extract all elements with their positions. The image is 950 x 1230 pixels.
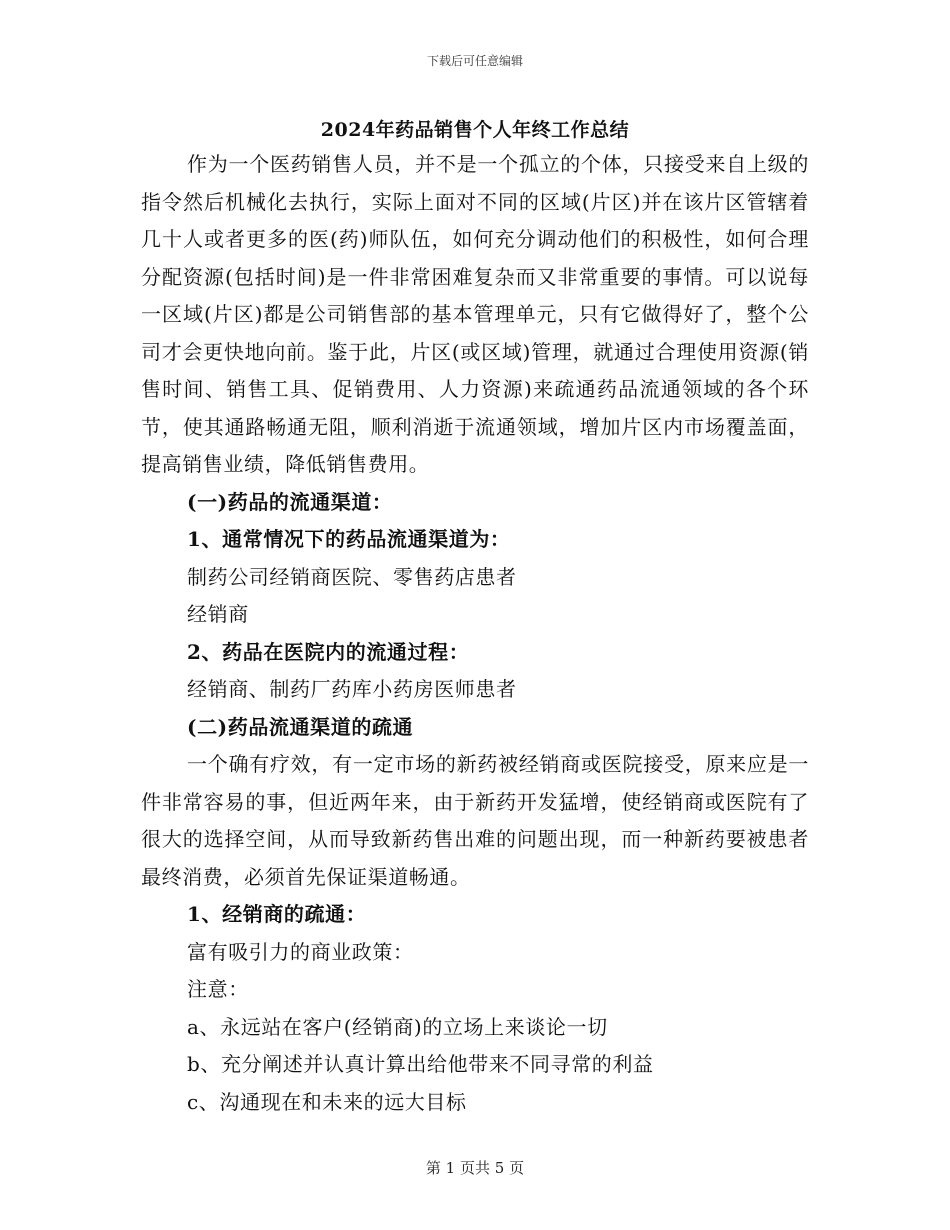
- sub3-line1: 富有吸引力的商业政策：: [187, 939, 414, 964]
- sub3-heading: 1、经销商的疏通：: [187, 902, 367, 926]
- document-title: 2024年药品销售个人年终工作总结: [320, 119, 630, 141]
- sub2-line1: 经销商、制药厂药库小药房医师患者: [187, 677, 517, 701]
- page-footer: 第 1 页共 5 页: [425, 1159, 525, 1177]
- list-item-a: a、永远站在客户(经销商)的立场上来谈论一切: [187, 1014, 608, 1039]
- document-body: [141, 146, 809, 1121]
- list-item-b: b、充分阐述并认真计算出给他带来不同寻常的利益: [187, 1052, 654, 1076]
- sub2-heading: 2、药品在医院内的流通过程：: [187, 639, 470, 664]
- sub1-heading: 1、通常情况下的药品流通渠道为：: [187, 527, 511, 551]
- sub3-line2: 注意：: [187, 977, 249, 1001]
- sub1-line1: 制药公司经销商医院、零售药店患者: [187, 564, 517, 589]
- section2-heading: (二)药品流通渠道的疏通: [187, 714, 414, 739]
- sub1-line2: 经销商: [187, 602, 249, 626]
- section2-paragraph: 一个确有疗效，有一定市场的新药被经销商或医院接受，原来应是一件非常容易的事，但近两年来，由于新药开发猛增，使经销商或医院有了很大的选择空间，从而导致新药售出难的问题出现，而一种新药要被患者最终消费，必须首先保证渠道畅通。: [141, 752, 809, 889]
- page-header: 下载后可任意编辑: [426, 54, 523, 68]
- section1-heading: (一)药品的流通渠道：: [187, 489, 393, 514]
- list-item-c: c、沟通现在和未来的远大目标: [187, 1089, 467, 1114]
- intro-paragraph: 作为一个医药销售人员，并不是一个孤立的个体，只接受来自上级的指令然后机械化去执行，实际上面对不同的区域(片区)并在该片区管辖着几十人或者更多的医(药)师队伍，如何充分调动他们的积极性，如何合理分配资源(包括时间)是一件非常困难复杂而又非常重要的事情。可以说每一区域(片区)都是公司销售部的基本管理单元，只有它做得好了，整个公司才会更快地向前。鉴于此，片区(或区域)管理，就通过合理使用资源(销售时间、销售工具、促销费用、人力资源)来疏通药品流通领域的各个环节，使其通路畅通无阻，顺利消逝于流通领域，增加片区内市场覆盖面，提高销售业绩，降低销售费用。: [141, 152, 809, 476]
